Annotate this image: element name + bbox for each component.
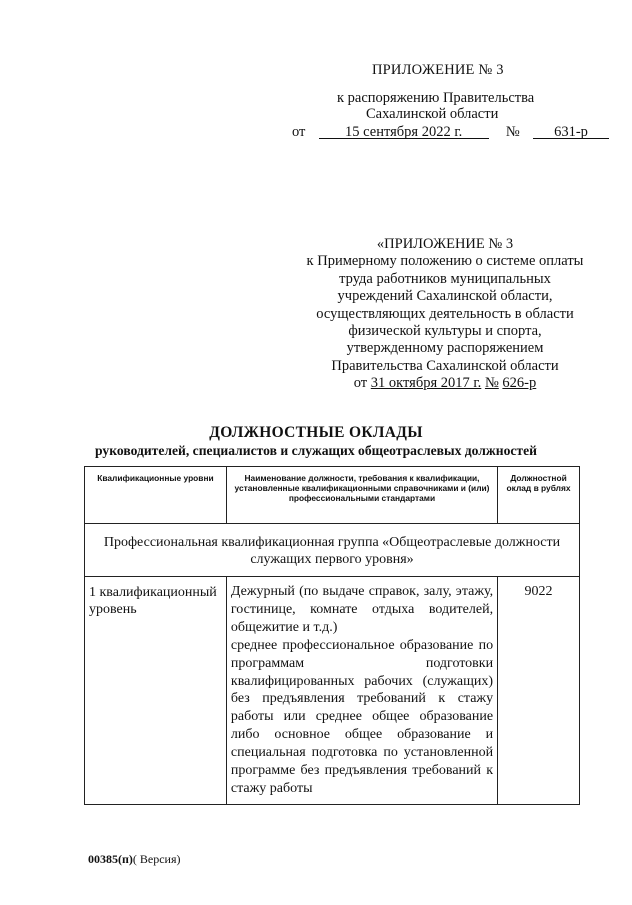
table-row bbox=[85, 577, 580, 805]
document-subtitle: руководителей, специалистов и служащих общеотраслевых должностей bbox=[95, 443, 537, 458]
header-salary: Должностной оклад в рублях bbox=[498, 467, 580, 524]
header-position: Наименование должности, требования к квалификации, установленные квалификационными справочниками и (или) профессиональными стандартами bbox=[226, 467, 497, 524]
quoted-number-label: № bbox=[484, 375, 499, 392]
quoted-appendix-number: 626-р bbox=[502, 375, 537, 392]
document-title: ДОЛЖНОСТНЫЕ ОКЛАДЫ bbox=[209, 424, 423, 441]
qualification-group-title: Профессиональная квалификационная группа «Общеотраслевые должности служащих первого уровня» bbox=[85, 524, 580, 577]
appendix-number-field bbox=[533, 124, 609, 139]
appendix-number: 631-р bbox=[554, 124, 588, 140]
quoted-appendix-line: к Примерному положению о системе оплаты bbox=[306, 253, 584, 270]
appendix-reference-line2: Сахалинской области bbox=[366, 106, 499, 122]
position-requirements: среднее профессиональное образование по программам подготовки квалифицированных рабочих (служащих) без предъявления требований к стажу работы или среднее общее образование либо основное общее образование и специальная подготовка по установленной программе без предъявления требований к стажу работы bbox=[230, 637, 494, 796]
appendix-from-label: от bbox=[292, 124, 306, 140]
quoted-appendix-block bbox=[300, 236, 590, 393]
footer-version bbox=[88, 852, 181, 867]
appendix-date: 15 сентября 2022 г. bbox=[345, 124, 463, 140]
level-cell: 1 квалификационный уровень bbox=[85, 577, 227, 805]
appendix-number-label: № bbox=[505, 124, 520, 140]
position-cell bbox=[226, 577, 497, 805]
quoted-from-label: от bbox=[353, 375, 368, 392]
appendix-date-field bbox=[319, 124, 489, 139]
position-name: Дежурный (по выдаче справок, залу, этажу, гостинице, комнате отдыха водителей, общежитие и т.д.) bbox=[230, 584, 494, 635]
salary-table bbox=[84, 466, 580, 805]
group-row bbox=[85, 524, 580, 577]
quoted-appendix-date-line bbox=[300, 375, 590, 392]
quoted-appendix-line: учреждений Сахалинской области, bbox=[337, 288, 553, 305]
quoted-appendix-date: 31 октября 2017 г. bbox=[370, 375, 482, 392]
quoted-appendix-line: «ПРИЛОЖЕНИЕ № 3 bbox=[376, 236, 514, 252]
footer-code: 00385(п) bbox=[88, 852, 133, 866]
appendix-date-number-line bbox=[292, 124, 609, 141]
footer-version-label: ( Версия) bbox=[132, 852, 181, 866]
quoted-appendix-line: Правительства Сахалинской области bbox=[331, 357, 559, 374]
table-header-row bbox=[85, 467, 580, 524]
salary-cell: 9022 bbox=[498, 577, 580, 805]
quoted-appendix-line: осуществляющих деятельность в области bbox=[316, 305, 574, 322]
appendix-reference-line1: к распоряжению Правительства bbox=[337, 90, 535, 106]
appendix-title: ПРИЛОЖЕНИЕ № 3 bbox=[372, 62, 504, 78]
quoted-appendix-line: физической культуры и спорта, bbox=[348, 323, 542, 340]
header-level: Квалификационные уровни bbox=[85, 467, 227, 524]
quoted-appendix-line: утвержденному распоряжением bbox=[346, 340, 544, 357]
quoted-appendix-line: труда работников муниципальных bbox=[339, 270, 551, 287]
